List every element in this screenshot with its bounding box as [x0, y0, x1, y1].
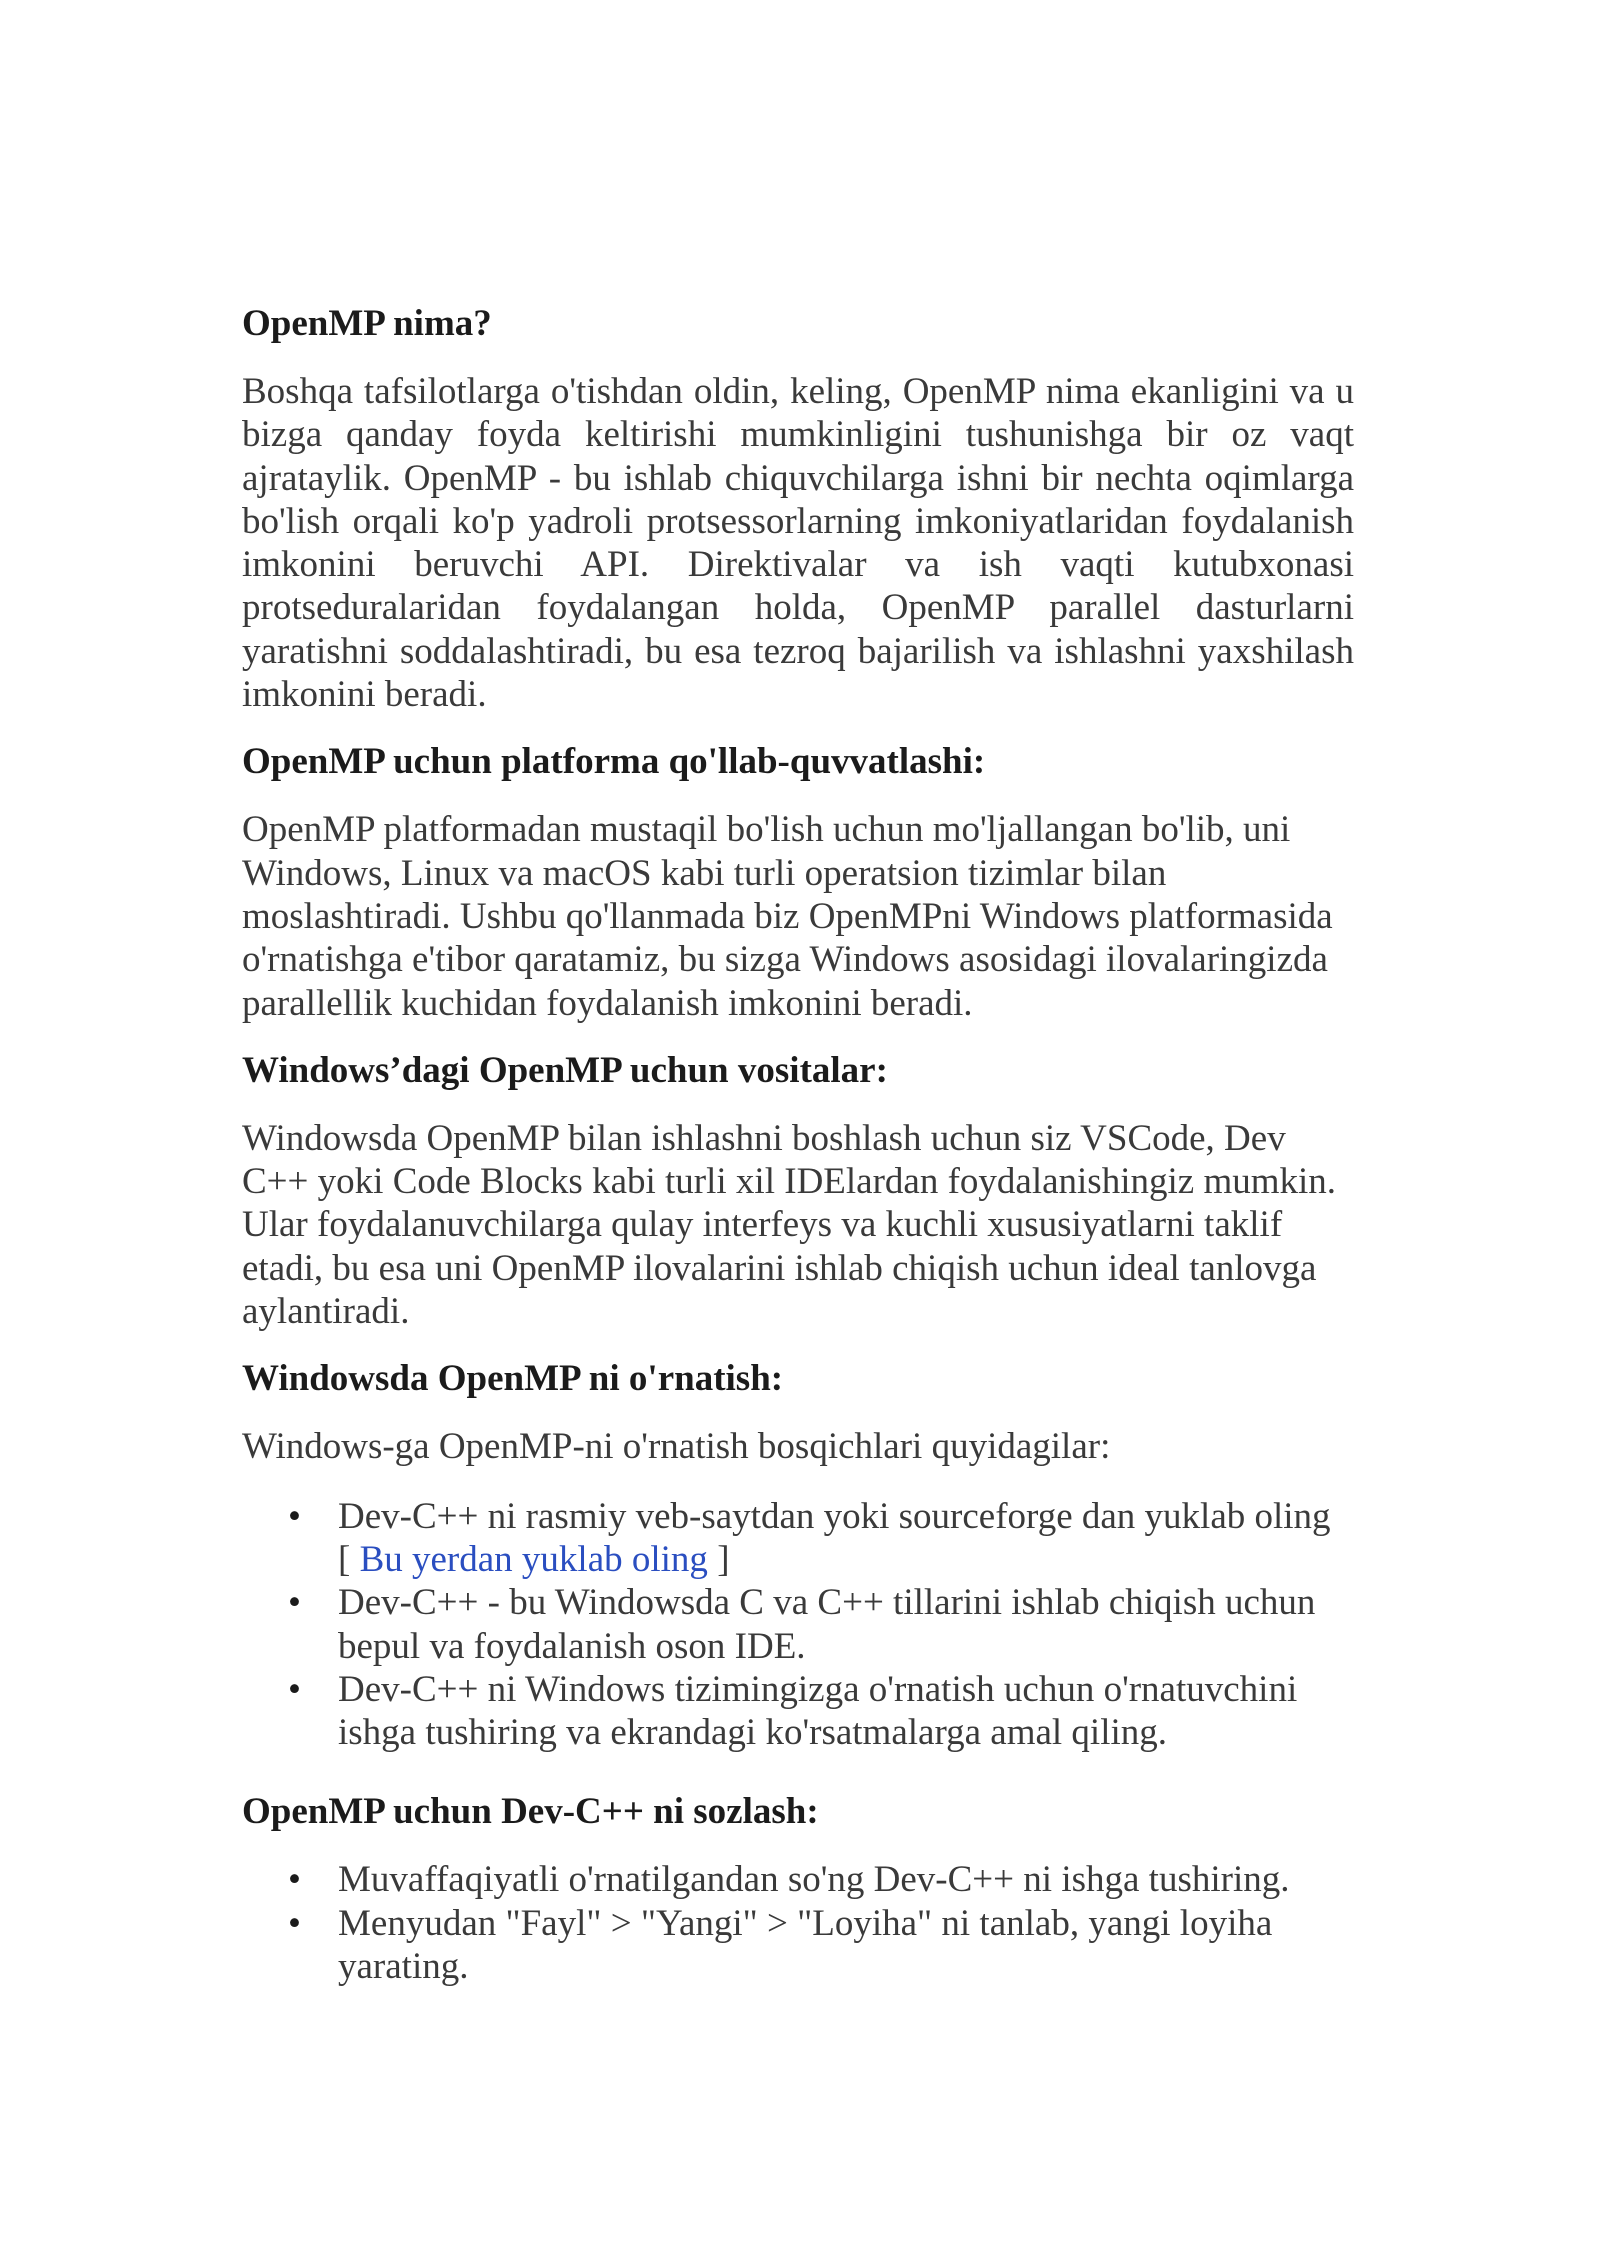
section-heading: Windows’dagi OpenMP uchun vositalar: — [242, 1049, 888, 1091]
section-paragraph: Boshqa tafsilotlarga o'tishdan oldin, keling, OpenMP nima ekanligini va u bizga qanday foyda keltirishi mumkinligini tushunishga bir oz vaqt ajrataylik. OpenMP - bu ishlab chiquvchilarga ishni bir nechta oqimlarga bo'lish orqali ko'p yadroli protsessorlarning imkoniyatlaridan foydalanish imkonini beruvchi API. Direktivalar va ish vaqti kutubxonasi protseduralaridan foydalangan holda, OpenMP parallel dasturlarni yaratishni soddalashtiradi, bu esa tezroq bajarilish va ishlashni yaxshilash imkonini beradi. — [242, 371, 1354, 716]
list-item-text: Muvaffaqiyatli o'rnatilgandan so'ng Dev-C++ ni ishga tushiring. — [338, 1859, 1290, 1901]
section-paragraph: OpenMP platformadan mustaqil bo'lish uchun mo'ljallangan bo'lib, uni Windows, Linux va macOS kabi turli operatsion tizimlar bilan moslashtiradi. Ushbu qo'llanmada biz OpenMPni Windows platformasida o'rnatishga e'tibor qaratamiz, bu sizga Windows asosidagi ilovalaringizda parallellik kuchidan foydalanish imkonini beradi. — [242, 809, 1333, 1024]
bullet-icon: • — [288, 1859, 301, 1901]
list-item-text: Menyudan "Fayl" > "Yangi" > "Loyiha" ni tanlab, yangi loyiha yarating. — [338, 1902, 1273, 1988]
section-paragraph: Windowsda OpenMP bilan ishlashni boshlash uchun siz VSCode, Dev C++ yoki Code Blocks kabi turli xil IDElardan foydalanishingiz mumkin. Ular foydalanuvchilarga qulay interfeys va kuchli xususiyatlarni taklif etadi, bu esa uni OpenMP ilovalarini ishlab chiqish uchun ideal tanlovga aylantiradi. — [242, 1117, 1337, 1333]
section-devcpp-setup — [242, 1790, 1354, 1988]
bullet-icon: • — [288, 1902, 301, 1944]
section-heading: OpenMP uchun Dev-C++ ni sozlash: — [242, 1791, 819, 1833]
section-heading: Windowsda OpenMP ni o'rnatish: — [242, 1358, 784, 1400]
section-paragraph: Windows-ga OpenMP-ni o'rnatish bosqichlari quyidagilar: — [242, 1426, 1111, 1468]
link-bracket-open: [ — [338, 1538, 360, 1580]
section-heading: OpenMP nima? — [242, 303, 492, 344]
list-item — [288, 1495, 1354, 1582]
document-page — [242, 302, 1354, 2024]
section-windows-install — [242, 1357, 1354, 1754]
bullet-list — [242, 1858, 1354, 1988]
bullet-icon: • — [288, 1668, 301, 1710]
list-item — [288, 1858, 1354, 1901]
list-item-text: Dev-C++ ni Windows tizimingizga o'rnatish uchun o'rnatuvchini ishga tushiring va ekrandagi ko'rsatmalarga amal qiling. — [338, 1668, 1298, 1754]
link-bracket-close: ] — [707, 1538, 730, 1580]
list-item-text: Dev-C++ ni rasmiy veb-saytdan yoki sourceforge dan yuklab oling — [338, 1495, 1331, 1537]
bullet-list — [242, 1495, 1354, 1755]
section-heading: OpenMP uchun platforma qo'llab-quvvatlashi: — [242, 741, 986, 783]
section-windows-tools — [242, 1049, 1354, 1333]
bullet-icon: • — [288, 1495, 301, 1537]
list-item — [288, 1581, 1354, 1668]
bullet-icon: • — [288, 1582, 301, 1624]
section-openmp-intro — [242, 302, 1354, 716]
list-item-text: Dev-C++ - bu Windowsda C va C++ tillarini ishlab chiqish uchun bepul va foydalanish oson IDE. — [338, 1582, 1316, 1667]
list-item — [288, 1902, 1354, 1989]
download-link[interactable]: Bu yerdan yuklab oling — [359, 1538, 708, 1580]
list-item — [288, 1668, 1354, 1755]
section-platform-support — [242, 740, 1354, 1024]
